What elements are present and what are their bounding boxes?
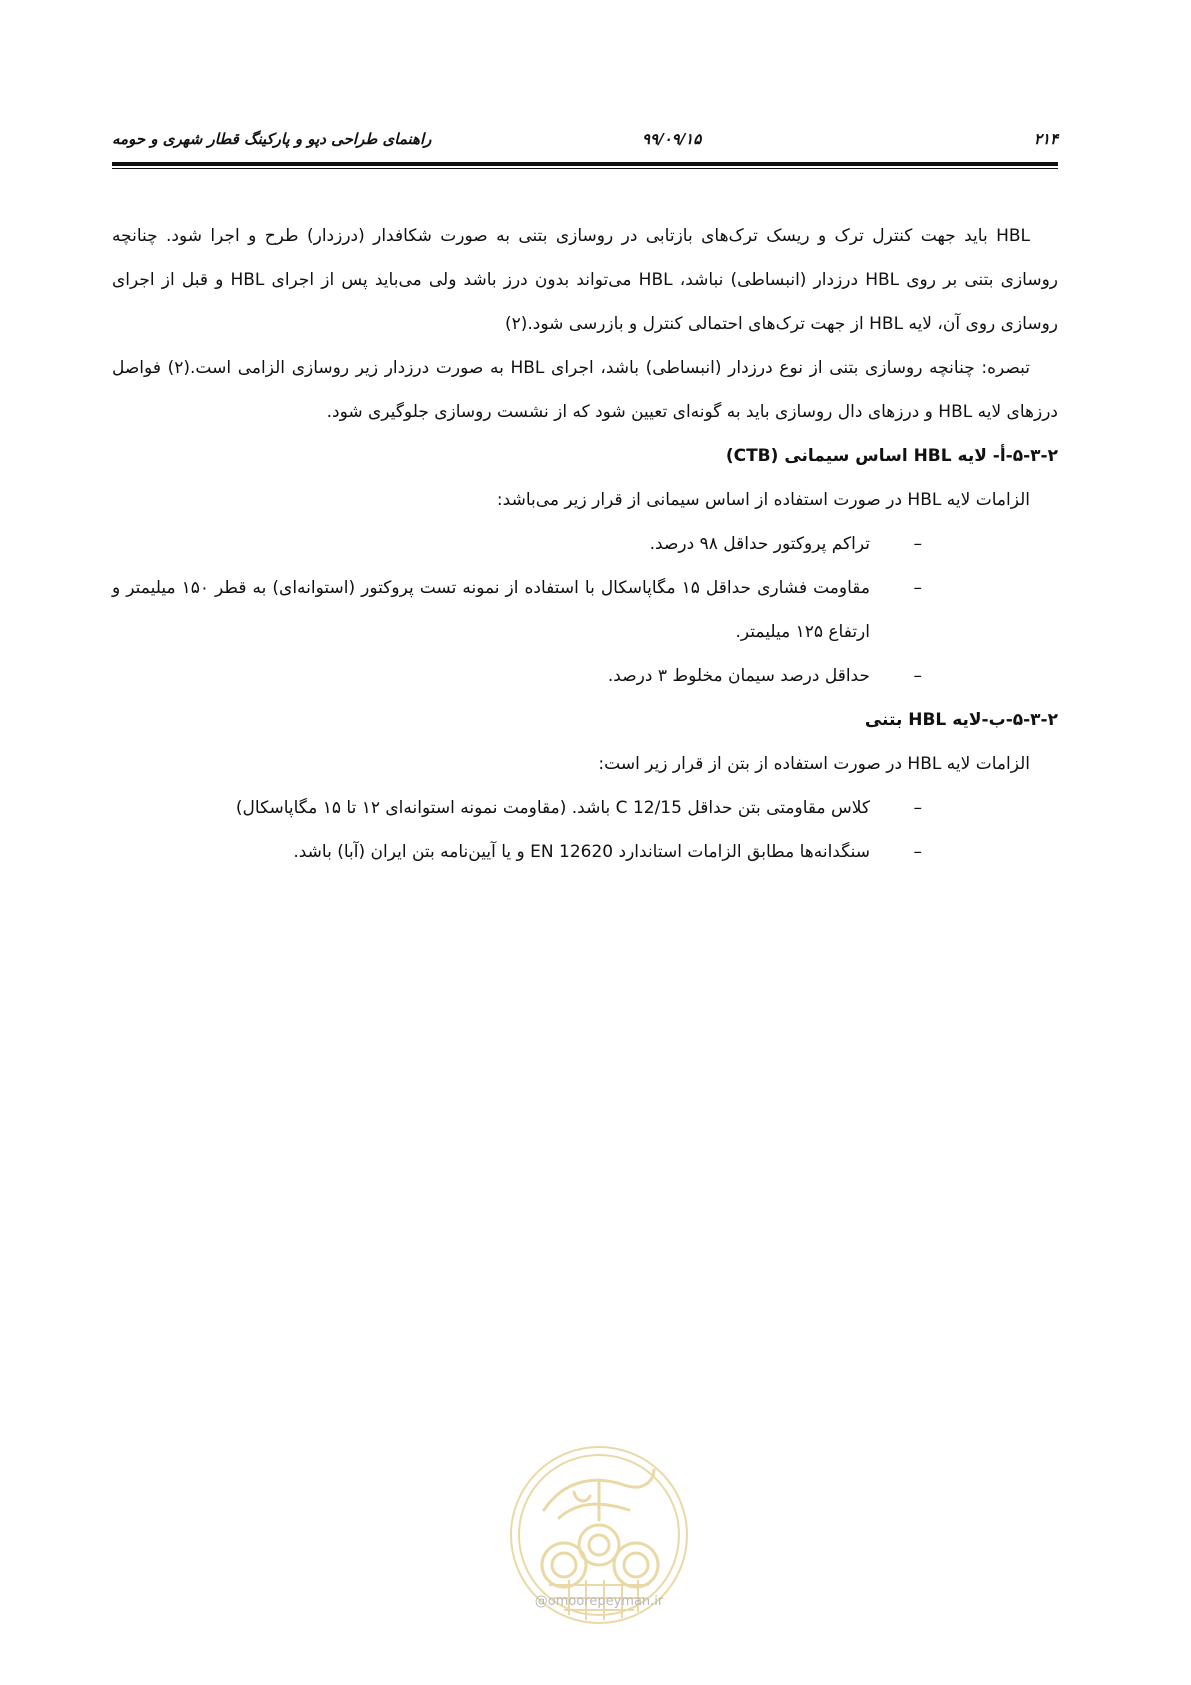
list-item-text: حداقل درصد سیمان مخلوط ۳ درصد.: [607, 666, 870, 686]
dash-bullet: –: [913, 842, 922, 862]
section-heading-ctb: ۵-۳-۲-أ- لایه HBL اساس سیمانی (CTB): [725, 446, 1058, 466]
header-rule-thin: [112, 168, 1058, 169]
paragraph: HBL باید جهت کنترل ترک و ریسک ترک‌های بازتابی در روسازی بتنی به صورت شکافدار (درزدار) طرح و اجرا شود. چنانچه روسازی بتنی بر روی HBL درزدار (انبساطی) نباشد، HBL می‌تواند بدون درز باشد ولی می‌باید پس از اجرای HBL و قبل از اجرای روسازی روی آن، لایه HBL از جهت ترک‌های احتمالی کنترل و بازرسی شود.(۲): [112, 226, 1058, 334]
page-number: ۲۱۴: [1033, 130, 1058, 148]
requirements-list-ctb: [112, 522, 1058, 698]
watermark-url: @omoorepeyman.ir: [534, 1594, 664, 1609]
dash-bullet: –: [913, 534, 922, 554]
section-intro-concrete: الزامات لایه HBL در صورت استفاده از بتن از قرار زیر است:: [598, 754, 1030, 774]
list-item-text: مقاومت فشاری حداقل ۱۵ مگاپاسکال با استفاده از نمونه تست پروکتور (استوانه‌ای) به قطر ۱۵۰ میلیمتر و ارتفاع ۱۲۵ میلیمتر.: [112, 578, 870, 642]
document-title: راهنمای طراحی دپو و پارکینگ قطار شهری و حومه: [112, 130, 432, 148]
list-item: [112, 566, 1058, 654]
requirements-list-concrete: [112, 786, 1058, 874]
dash-bullet: –: [913, 578, 922, 598]
list-item-text: کلاس مقاومتی بتن حداقل C 12/15 باشد. (مقاومت نمونه استوانه‌ای ۱۲ تا ۱۵ مگاپاسکال): [235, 798, 870, 818]
list-item: [112, 654, 1058, 698]
section-heading-concrete: ۵-۳-۲-ب-لایه HBL بتنی: [864, 710, 1058, 730]
list-item: [112, 522, 1058, 566]
list-item: [112, 830, 1058, 874]
page-body: [112, 214, 1058, 874]
list-item-text: تراکم پروکتور حداقل ۹۸ درصد.: [649, 534, 870, 554]
dash-bullet: –: [913, 666, 922, 686]
header-rule-thick: [112, 162, 1058, 166]
section-intro-ctb: الزامات لایه HBL در صورت استفاده از اساس سیمانی از قرار زیر می‌باشد:: [496, 490, 1030, 510]
list-item-text: سنگدانه‌ها مطابق الزامات استاندارد EN 12620 و یا آیین‌نامه بتن ایران (آبا) باشد.: [293, 842, 870, 862]
paragraph-note: تبصره: چنانچه روسازی بتنی از نوع درزدار (انبساطی) باشد، اجرای HBL به صورت درزدار زیر روسازی الزامی است.(۲) فواصل درزهای لایه HBL و درزهای دال روسازی باید به گونه‌ای تعیین شود که از نشست روسازی جلوگیری شود.: [112, 358, 1058, 422]
page-header: [112, 128, 1058, 156]
list-item: [112, 786, 1058, 830]
dash-bullet: –: [913, 798, 922, 818]
header-date: ۹۹/۰۹/۱۵: [642, 130, 702, 148]
